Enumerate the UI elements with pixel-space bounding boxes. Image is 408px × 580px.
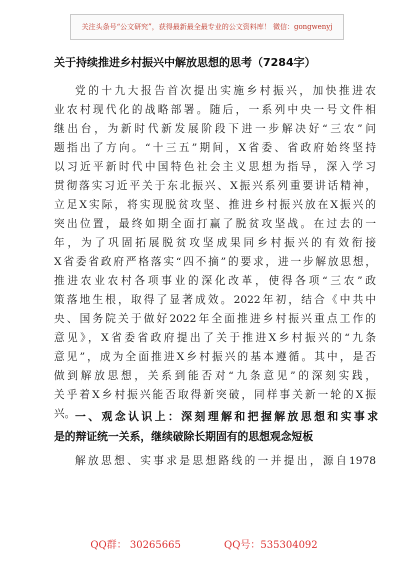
- paragraph-line: 兴。: [54, 408, 76, 420]
- section-heading-line: 一、观念认识上：深刻理解和把握解放思想和实事求: [75, 410, 378, 423]
- section-heading: [54, 407, 378, 447]
- paragraph-line: 意见”，成为全面推进X乡村振兴的基本遵循。其中，是否: [54, 351, 376, 363]
- paragraph-line: 业农村现代化的战略部署。随后，一系列中央一号文件相: [54, 104, 376, 116]
- paragraph-line: 题指出了方向。“十三五”期间，X省委、省政府始终坚持: [54, 142, 376, 154]
- top-banner: 关注头条号“公文研究”，获得最新最全最专业的公文资料库！ 微信：gongwenyj: [70, 14, 344, 40]
- paragraph-line: 以习近平新时代中国特色社会主义思想为指导，深入学习: [54, 161, 376, 173]
- paragraph-line: 关乎着X乡村振兴能否取得新突破，同样事关新一轮的X振: [54, 389, 376, 401]
- paragraph-line: 继出台，为新时代新发展阶段下进一步解决好“三农”问: [54, 123, 376, 135]
- paragraph-line: 年，为了巩固拓展脱贫攻坚成果同乡村振兴的有效衔接: [54, 237, 376, 249]
- body-paragraph: [54, 82, 376, 424]
- paragraph-line: X省委省政府严格落实“四不摘”的要求，进一步解放思想，: [54, 256, 376, 268]
- paragraph-line: 推进农业农村各项事业的深化改革，使得各项“三农”政: [54, 275, 376, 287]
- footer-contact: [0, 536, 408, 551]
- paragraph-line: 党的十九大报告首次提出实施乡村振兴，加快推进农: [75, 85, 376, 97]
- paragraph-line: 解放思想、实事求是思想路线的一并提出，源自1978: [75, 455, 376, 467]
- paragraph-line: 做到解放思想，关系到能否对“九条意见”的深刻实践，: [54, 370, 376, 382]
- document-title: 关于持续推进乡村振兴中解放思想的思考（7284字）: [54, 56, 316, 69]
- footer-qq-group: QQ群： 30265665: [90, 540, 181, 551]
- paragraph-line: 央、国务院关于做好2022年全面推进乡村振兴重点工作的: [54, 313, 376, 325]
- paragraph-line: 贯彻落实习近平关于东北振兴、X振兴系列重要讲话精神，: [54, 180, 376, 192]
- section-heading-line: 是的辩证统一关系，继续破除长期固有的思想观念短板: [54, 430, 314, 443]
- paragraph-line: 突出位置，最终如期全面打赢了脱贫攻坚战。在过去的一: [54, 218, 376, 230]
- paragraph-line: 策落地生根，取得了显著成效。2022年初，结合《中共中: [54, 294, 376, 306]
- footer-qq-number: QQ号：535304092: [224, 540, 318, 551]
- paragraph-line: 意见》，X省委省政府提出了关于推进X乡村振兴的“九条: [54, 332, 376, 344]
- paragraph-line: 立足X实际，将实现脱贫攻坚、推进乡村振兴放在X振兴的: [54, 199, 376, 211]
